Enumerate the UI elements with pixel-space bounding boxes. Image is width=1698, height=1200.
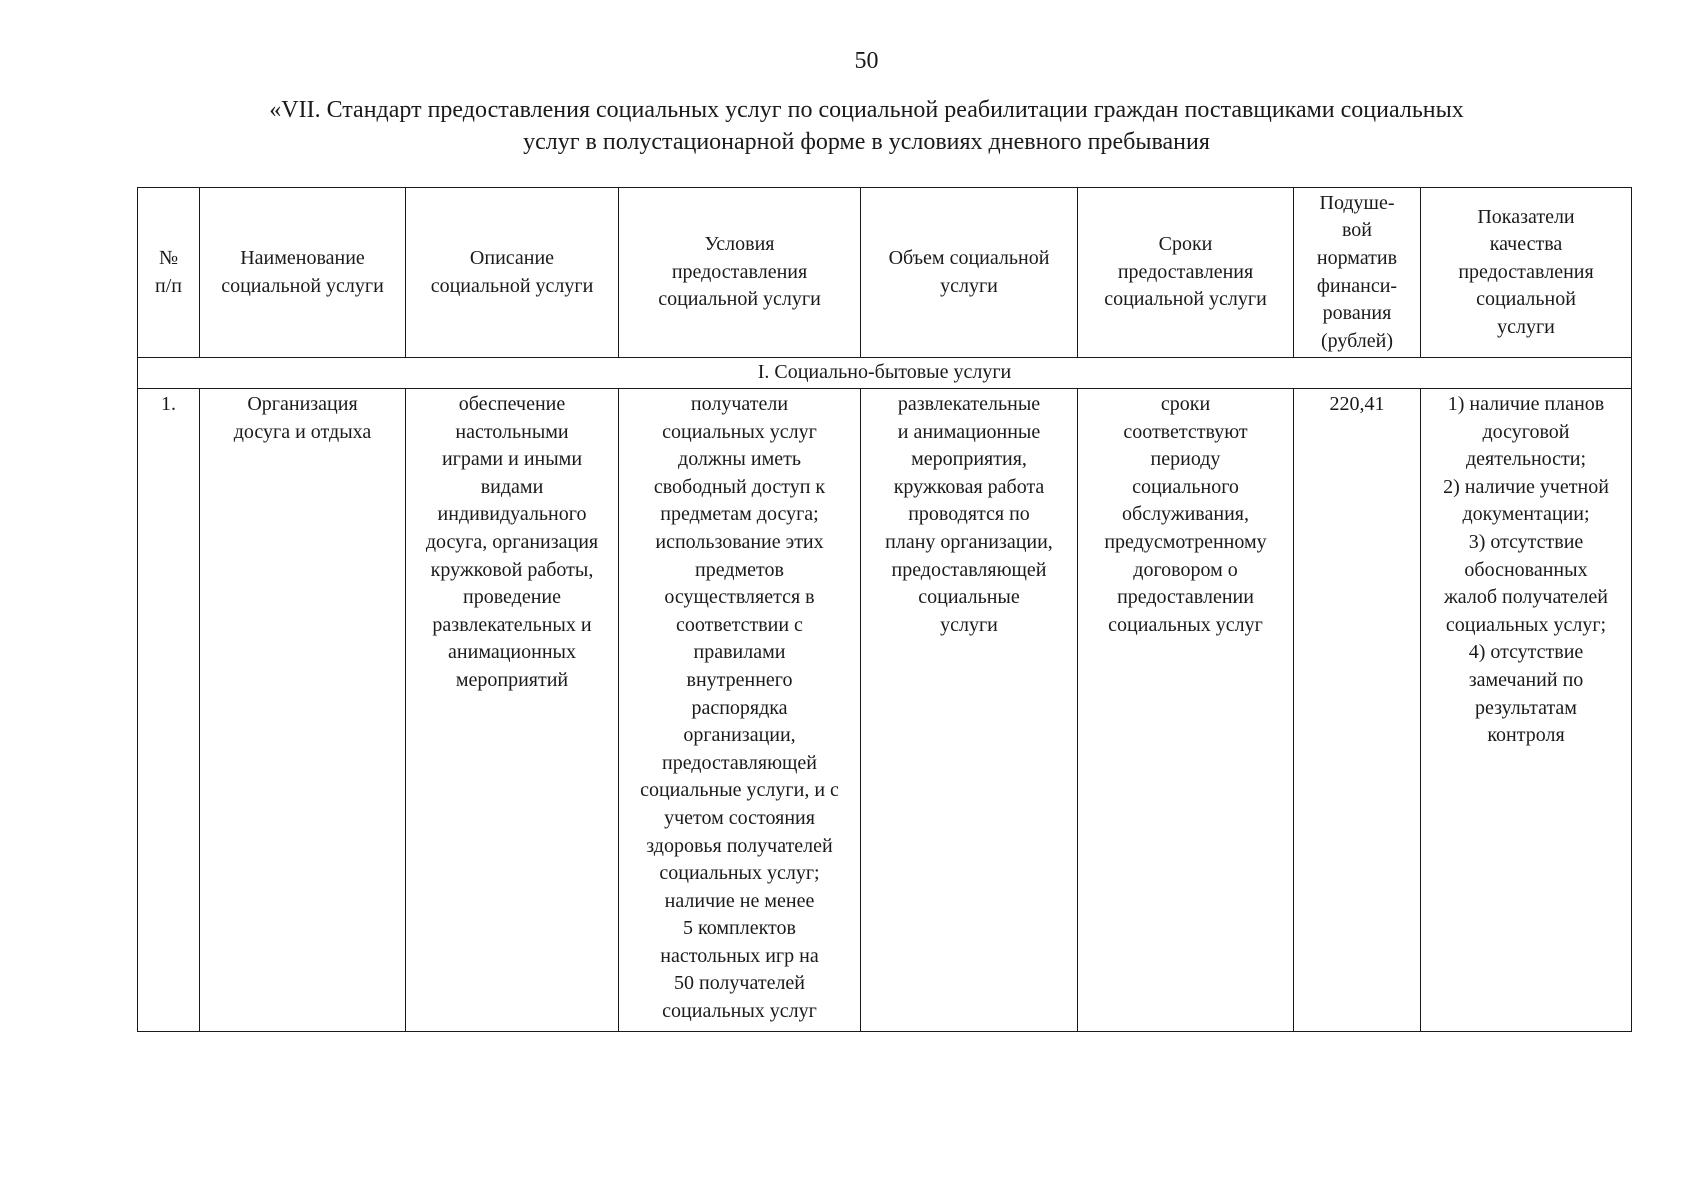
header-service-conditions: Условия предоставления социальной услуги xyxy=(619,188,861,358)
header-funding-norm: Подуше- вой норматив финанси- рования (рублей) xyxy=(1294,188,1421,358)
cell-service-description: обеспечение настольными играми и иными видами индивидуального досуга, организация кружковой работы, проведение развлекательных и анимационных мероприятий xyxy=(406,389,619,1032)
document-title-line-1: «VII. Стандарт предоставления социальных услуг по социальной реабилитации граждан поставщиками социальных xyxy=(269,97,1464,123)
cell-service-name: Организация досуга и отдыха xyxy=(200,389,406,1032)
table-row xyxy=(138,389,1632,1032)
table-header-row xyxy=(138,188,1632,358)
cell-service-conditions: получатели социальных услуг должны иметь свободный доступ к предметам досуга; использование этих предметов осуществляется в соответствии с правилами внутреннего распорядка организации, предоставляющей социальные услуги, и с учетом состояния здоровья получателей социальных услуг; наличие не менее 5 комплектов настольных игр на 50 получателей социальных услуг xyxy=(619,389,861,1032)
cell-service-terms: сроки соответствуют периоду социального обслуживания, предусмотренному договором о предоставлении социальных услуг xyxy=(1078,389,1294,1032)
cell-number: 1. xyxy=(138,389,200,1032)
header-quality-indicators: Показатели качества предоставления социальной услуги xyxy=(1421,188,1632,358)
service-standard-table xyxy=(137,187,1632,1032)
cell-quality-indicators: 1) наличие планов досуговой деятельности; 2) наличие учетной документации; 3) отсутствие обоснованных жалоб получателей социальных услуг; 4) отсутствие замечаний по результатам контроля xyxy=(1421,389,1632,1032)
cell-funding-norm: 220,41 xyxy=(1294,389,1421,1032)
header-service-name: Наименование социальной услуги xyxy=(200,188,406,358)
section-row xyxy=(138,358,1632,389)
cell-service-volume: развлекательные и анимационные мероприятия, кружковая работа проводятся по плану организации, предоставляющей социальные услуги xyxy=(861,389,1078,1032)
document-title xyxy=(150,94,1583,158)
header-number: № п/п xyxy=(138,188,200,358)
header-service-terms: Сроки предоставления социальной услуги xyxy=(1078,188,1294,358)
document-title-line-2: услуг в полустационарной форме в условиях дневного пребывания xyxy=(523,129,1210,155)
section-title: I. Социально-бытовые услуги xyxy=(138,358,1632,389)
header-service-description: Описание социальной услуги xyxy=(406,188,619,358)
page-number: 50 xyxy=(854,48,879,74)
header-service-volume: Объем социальной услуги xyxy=(861,188,1078,358)
